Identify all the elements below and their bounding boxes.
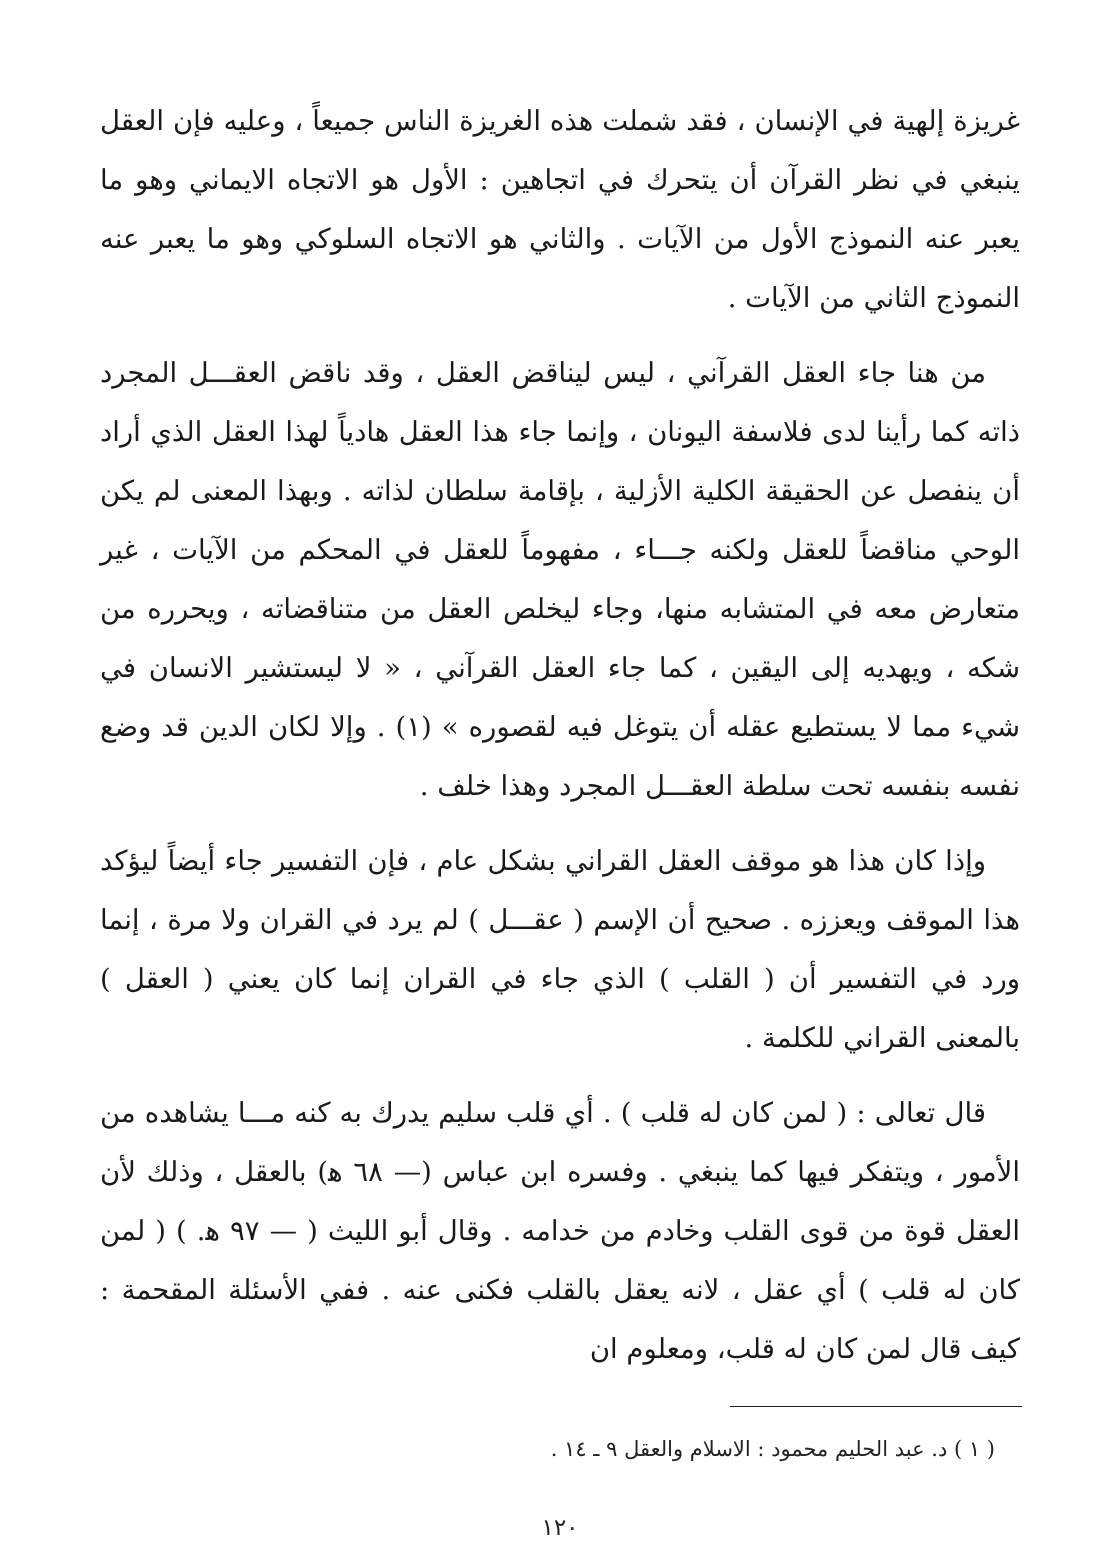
footnote-divider [730, 1406, 1022, 1407]
paragraph-4: قال تعالى : ( لمن كان له قلب ) . أي قلب سليم يدرك به كنه مـــا يشاهده من الأمور ، ويتفكر فيها كما ينبغي . وفسره ابن عباس (— ٦٨ ﻫ) بالعقل ، وذلك لأن العقل قوة من قوى القلب وخادم من خدامه . وقال أبو الليث ( — ٩٧ ﻫ. ) ( لمن كان له قلب ) أي عقل ، لانه يعقل بالقلب فكنى عنه . ففي الأسئلة المقحمة : كيف قال لمن كان له قلب، ومعلوم ان [100, 1097, 1020, 1365]
paragraph-3: وإذا كان هذا هو موقف العقل القراني بشكل عام ، فإن التفسير جاء أيضاً ليؤكد هذا الموقف ويعززه . صحيح أن الإسم ( عقـــل ) لم يرد في القران ولا مرة ، إنما ورد في التفسير أن ( القلب ) الذي جاء في القران إنما كان يعني ( العقل ) بالمعنى القراني للكلمة . [100, 845, 1020, 1054]
page-number: ١٢٠ [541, 1515, 579, 1541]
main-text [100, 92, 1020, 1395]
paragraph-1: غريزة إلهية في الإنسان ، فقد شملت هذه الغريزة الناس جميعاً ، وعليه فإن العقل ينبغي في نظر القرآن أن يتحرك في اتجاهين : الأول هو الاتجاه الايماني وهو ما يعبر عنه النموذج الأول من الآيات . والثاني هو الاتجاه السلوكي وهو ما يعبر عنه النموذج الثاني من الآيات . [100, 105, 1020, 314]
paragraph-2: من هنا جاء العقل القرآني ، ليس ليناقض العقل ، وقد ناقض العقـــل المجرد ذاته كما رأينا لدى فلاسفة اليونان ، وإنما جاء هذا العقل هادياً لهذا العقل الذي أراد أن ينفصل عن الحقيقة الكلية الأزلية ، بإقامة سلطان لذاته . وبهذا المعنى لم يكن الوحي مناقضاً للعقل ولكنه جـــاء ، مفهوماً للعقل في المحكم من الآيات ، غير متعارض معه في المتشابه منها، وجاء ليخلص العقل من متناقضاته ، ويحرره من شكه ، ويهديه إلى اليقين ، كما جاء العقل القرآني ، « لا ليستشير الانسان في شيء مما لا يستطيع عقله أن يتوغل فيه لقصوره » (١) . وإلا لكان الدين قد وضع نفسه بنفسه تحت سلطة العقـــل المجرد وهذا خلف . [100, 357, 1020, 802]
footnote: ( ١ ) د. عبد الحليم محمود : الاسلام والعقل ٩ ـ ١٤ . [550, 1437, 995, 1461]
